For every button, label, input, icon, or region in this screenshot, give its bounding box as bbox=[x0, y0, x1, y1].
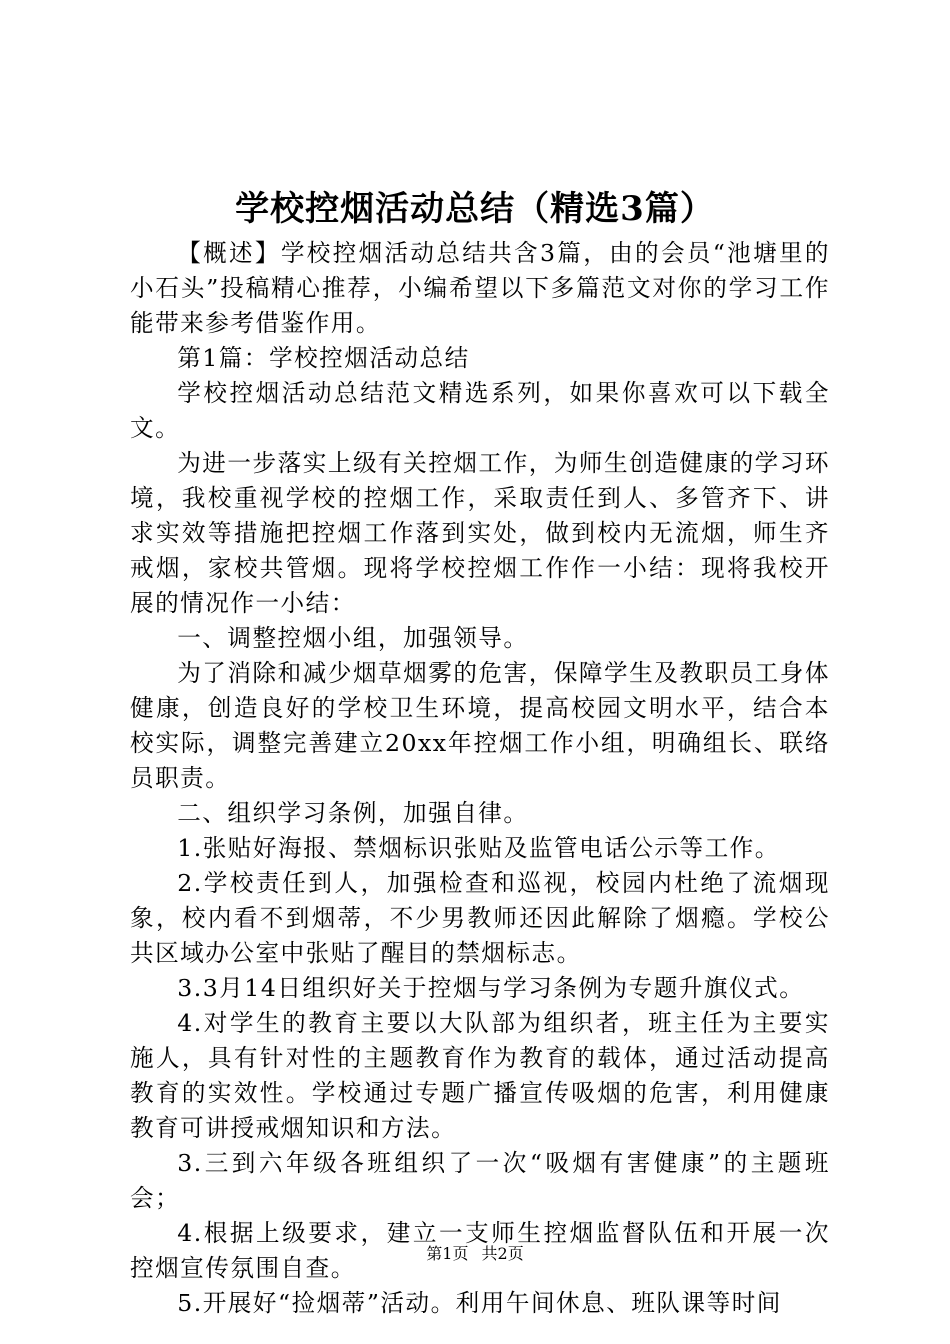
paragraph-list-item: 5.开展好“捡烟蒂”活动。利用午间休息、班队课等时间 bbox=[177, 1289, 782, 1317]
paragraph: 学校控烟活动总结范文精选系列，如果你喜欢可以下载全文。 bbox=[130, 379, 830, 442]
paragraph: 为了消除和减少烟草烟雾的危害，保障学生及教职员工身体健康，创造良好的学校卫生环境，提高校园文明水平，结合本校实际，调整完善建立20xx年控烟工作小组，明确组长、联络员职责。 bbox=[130, 659, 830, 792]
page-number: 第1页 bbox=[426, 1244, 469, 1263]
paragraph-list-item: 4.对学生的教育主要以大队部为组织者，班主任为主要实施人，具有针对性的主题教育作为教育的载体，通过活动提高教育的实效性。学校通过专题广播宣传吸烟的危害，利用健康教育可讲授戒烟知识和方法。 bbox=[130, 1009, 830, 1142]
paragraph-list-item: 3.三到六年级各班组织了一次“吸烟有害健康”的主题班会； bbox=[130, 1149, 830, 1212]
paragraph-list-item: 4.根据上级要求，建立一支师生控烟监督队伍和开展一次控烟宣传氛围自查。 bbox=[130, 1219, 830, 1282]
paragraph-summary: 【概述】学校控烟活动总结共含3篇，由的会员“池塘里的小石头”投稿精心推荐，小编希望以下多篇范文对你的学习工作能带来参考借鉴作用。 bbox=[130, 239, 830, 337]
paragraph-section-heading: 第1篇：学校控烟活动总结 bbox=[177, 344, 470, 372]
document-body bbox=[130, 236, 830, 1321]
paragraph-list-item: 1.张贴好海报、禁烟标识张贴及监管电话公示等工作。 bbox=[177, 834, 780, 862]
document-title: 学校控烟活动总结（精选3篇） bbox=[235, 189, 715, 229]
page-total: 共2页 bbox=[481, 1244, 524, 1263]
paragraph: 为进一步落实上级有关控烟工作，为师生创造健康的学习环境，我校重视学校的控烟工作，采取责任到人、多管齐下、讲求实效等措施把控烟工作落到实处，做到校内无流烟，师生齐戒烟，家校共管烟。现将学校控烟工作作一小结：现将我校开展的情况作一小结： bbox=[130, 449, 830, 617]
paragraph-heading: 二、组织学习条例，加强自律。 bbox=[177, 799, 529, 827]
paragraph-list-item: 3.3月14日组织好关于控烟与学习条例为专题升旗仪式。 bbox=[177, 974, 805, 1002]
page-footer bbox=[0, 1242, 950, 1266]
paragraph-list-item: 2.学校责任到人，加强检查和巡视，校园内杜绝了流烟现象，校内看不到烟蒂，不少男教师还因此解除了烟瘾。学校公共区域办公室中张贴了醒目的禁烟标志。 bbox=[130, 869, 830, 967]
paragraph-heading: 一、调整控烟小组，加强领导。 bbox=[177, 624, 529, 652]
